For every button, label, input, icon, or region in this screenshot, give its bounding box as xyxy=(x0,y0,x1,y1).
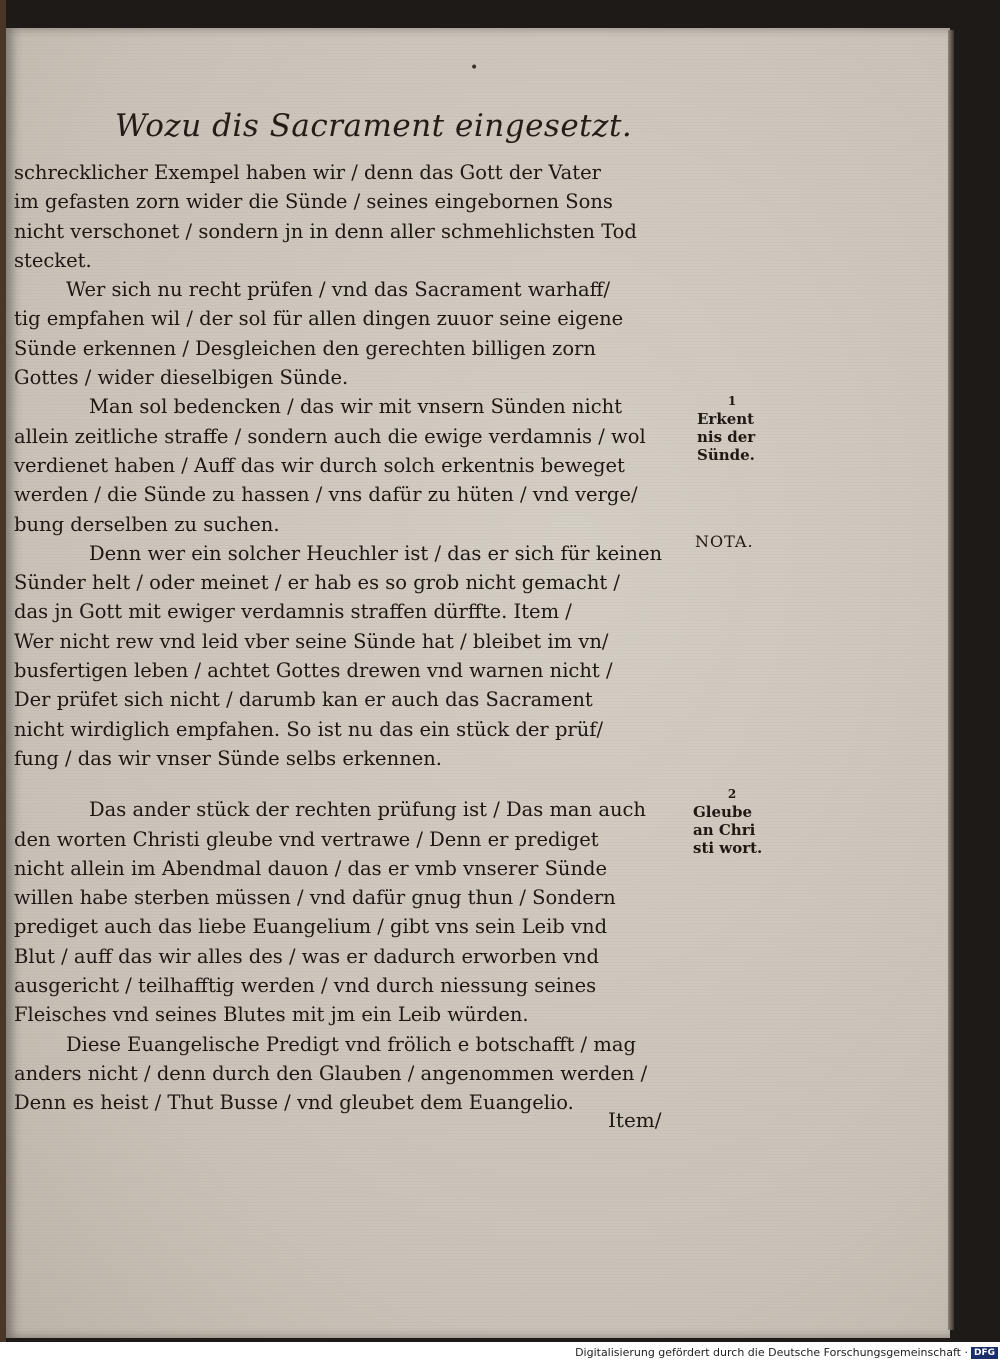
text-line: anders nicht / denn durch den Glauben / angenommen werden / xyxy=(14,1061,648,1085)
text-line: Fleisches vnd seines Blutes mit jm ein Leib würden. xyxy=(14,1003,529,1027)
text-line: den worten Christi gleube vnd vertrawe / Denn er prediget xyxy=(14,827,599,851)
marginal-note-line: Sünde. xyxy=(697,446,755,464)
text-line: fung / das wir vnser Sünde selbs erkennen. xyxy=(14,746,442,770)
text-line: Blut / auff das wir alles des / was er dadurch erworben vnd xyxy=(14,944,599,968)
text-line: Wer nicht rew vnd leid vber seine Sünde hat / bleibet im vn/ xyxy=(14,629,609,653)
text-line: busfertigen leben / achtet Gottes drewen vnd warnen nicht / xyxy=(14,659,613,683)
text-line: prediget auch das liebe Euangelium / gibt vns sein Leib vnd xyxy=(14,915,608,939)
text-line: Das ander stück der rechten prüfung ist / Das man auch xyxy=(89,798,646,822)
text-line: nicht verschonet / sondern jn in denn aller schmehlichsten Tod xyxy=(14,219,637,243)
text-line: stecket. xyxy=(14,248,92,272)
text-line: verdienet haben / Auff das wir durch solch erkentnis beweget xyxy=(14,453,625,477)
text-line: Sünde erkennen / Desgleichen den gerechten billigen zorn xyxy=(14,336,596,360)
text-line: willen habe sterben müssen / vnd dafür gnug thun / Sondern xyxy=(14,886,616,910)
text-line: im gefasten zorn wider die Sünde / seines eingebornen Sons xyxy=(14,190,613,214)
marginal-note-line: Gleube xyxy=(693,803,752,821)
text-line: Diese Euangelische Predigt vnd frölich e botschafft / mag xyxy=(66,1032,636,1056)
marginal-note-line: an Chri xyxy=(693,821,756,839)
marginal-note-nota: NOTA. xyxy=(695,532,754,551)
text-line: Denn wer ein solcher Heuchler ist / das er sich für keinen xyxy=(89,541,663,565)
marginal-note-1 xyxy=(697,392,767,464)
footer-credit xyxy=(560,1346,998,1362)
text-line: allein zeitliche straffe / sondern auch die ewige verdamnis / wol xyxy=(14,424,646,448)
marginal-note-2 xyxy=(693,785,771,857)
page-mark: • xyxy=(470,60,479,76)
marginal-note-line: sti wort. xyxy=(693,839,763,857)
text-line: Man sol bedencken / das wir mit vnsern Sünden nicht xyxy=(89,395,623,419)
text-line: Gottes / wider dieselbigen Sünde. xyxy=(14,366,349,390)
footer-text: Digitalisierung gefördert durch die Deutsche Forschungsgemeinschaft · xyxy=(575,1346,968,1359)
paragraph-gap xyxy=(14,773,704,795)
page-text xyxy=(14,158,704,1118)
text-line: das jn Gott mit ewiger verdamnis straffen dürffte. Item / xyxy=(14,600,572,624)
text-line: Denn es heist / Thut Busse / vnd gleubet dem Euangelio. xyxy=(14,1091,574,1115)
text-line: werden / die Sünde zu hassen / vns dafür zu hüten / vnd verge/ xyxy=(14,483,638,507)
text-line: nicht wirdiglich empfahen. So ist nu das ein stück der prüf/ xyxy=(14,717,604,741)
text-line: Sünder helt / oder meinet / er hab es so grob nicht gemacht / xyxy=(14,571,620,595)
marginal-note-number: 1 xyxy=(727,394,737,408)
text-line: Der prüfet sich nicht / darumb kan er auch das Sacrament xyxy=(14,688,593,712)
text-line: Wer sich nu recht prüfen / vnd das Sacrament warhaff/ xyxy=(66,278,611,302)
text-line: ausgericht / teilhafftig werden / vnd durch niessung seines xyxy=(14,974,597,998)
marginal-note-line: Erkent xyxy=(697,410,755,428)
marginal-note-line: nis der xyxy=(697,428,756,446)
catchword: Item/ xyxy=(608,1108,662,1132)
text-line: bung derselben zu suchen. xyxy=(14,512,280,536)
running-head: Wozu dis Sacrament eingesetzt. xyxy=(115,108,633,144)
dfg-logo: DFG xyxy=(971,1347,998,1359)
text-line: schrecklicher Exempel haben wir / denn das Gott der Vater xyxy=(14,161,601,184)
text-line: nicht allein im Abendmal dauon / das er vmb vnserer Sünde xyxy=(14,856,608,880)
text-line: tig empfahen wil / der sol für allen dingen zuuor seine eigene xyxy=(14,307,624,331)
marginal-note-number: 2 xyxy=(727,787,737,801)
page-edge-shadow xyxy=(948,30,954,1330)
